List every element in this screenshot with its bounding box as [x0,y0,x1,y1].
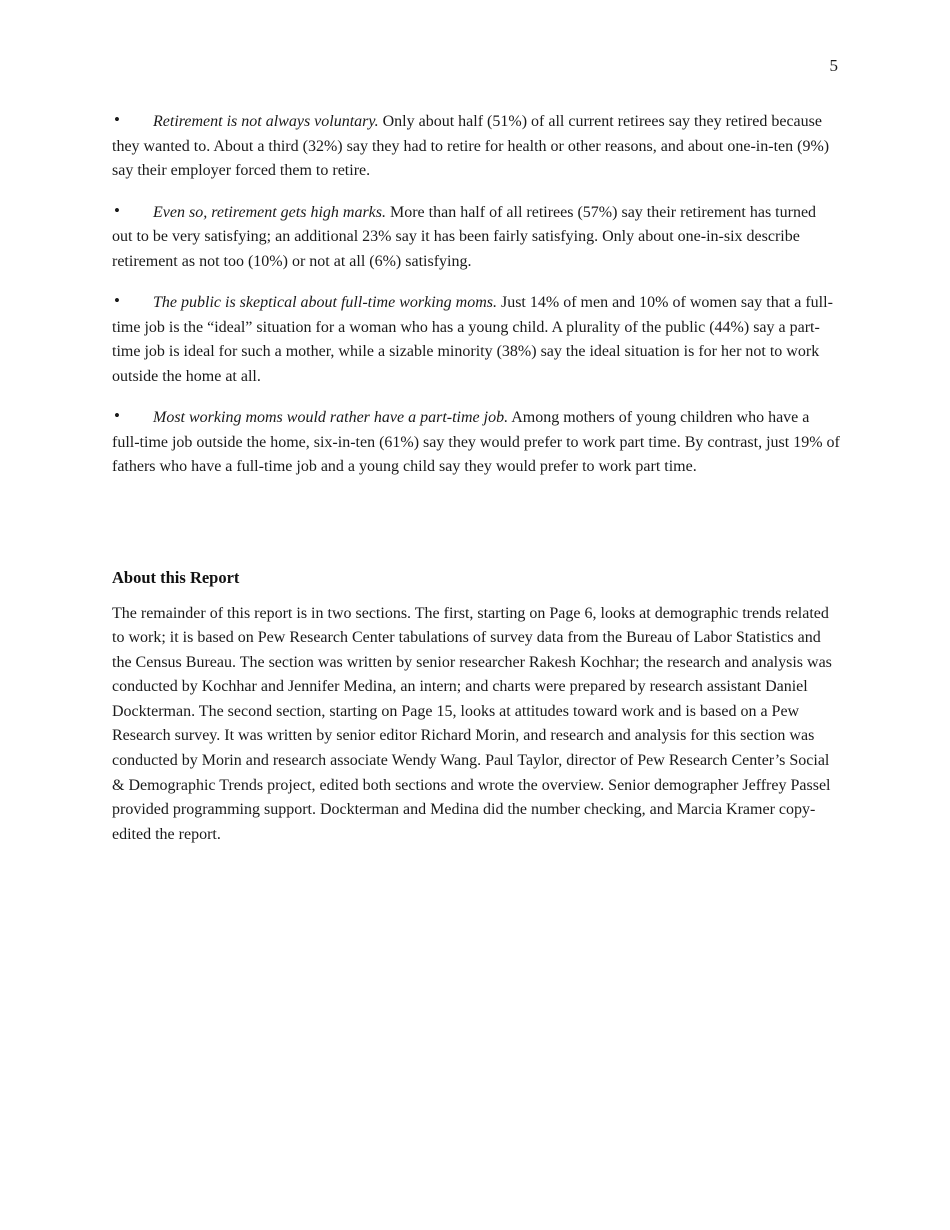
about-report-paragraph: The remainder of this report is in two sections. The first, starting on Page 6, looks at demographic trends related to work; it is based on Pew Research Center tabulations of survey data from the Bureau of Labor Statistics and the Census Bureau. The section was written by senior researcher Rakesh Kochhar; the research and analysis was conducted by Kochhar and Jennifer Medina, an intern; and charts were prepared by research assistant Daniel Dockterman. The second section, starting on Page 15, looks at attitudes toward work and is based on a Pew Research survey. It was written by senior editor Richard Morin, and research and analysis for this section was conducted by Morin and research associate Wendy Wang. Paul Taylor, director of Pew Research Center’s Social & Demographic Trends project, edited both sections and wrote the overview. Senior demographer Jeffrey Passel provided programming support. Dockterman and Medina did the number checking, and Marcia Kramer copy-edited the report. [112,604,832,843]
bullet-lead: Most working moms would rather have a part-time job. [153,409,509,426]
bullet-lead: Even so, retirement gets high marks. [153,203,386,221]
bullet-text: Among mothers of young children who have a full-time job outside the home, six-in-ten (61%) say they would prefer to work part time. By contrast, just 19% of fathers who have a full-time job and a young child say they would prefer to work part time. [112,409,840,475]
bullet-icon: • [114,110,120,129]
bullet-icon: • [114,406,120,425]
bullet-item-moms-part-time [112,406,840,480]
section-heading-about-this-report: About this Report [112,567,240,587]
bullet-icon: • [114,200,120,220]
bullet-text: Only about half (51%) of all current retirees say they retired because they wanted to. About a third (32%) say they had to retire for health or other reasons, and about one-in-ten (9%) say their employer forced them to retire. [112,113,830,179]
bullet-text: Just 14% of men and 10% of women say that a full-time job is the “ideal” situation for a woman who has a young child. A plurality of the public (44%) say a part-time job is ideal for such a mother, while a sizable minority (38%) say the ideal situation is for her not to work outside the home at all. [112,294,833,385]
document-content [112,110,840,847]
bullet-text: More than half of all retirees (57%) say their retirement has turned out to be very satisfying; an additional 23% say it has been fairly satisfying. Only about one-in-six describe retirement as not too (10%) or not at all (6%) satisfying. [112,203,817,270]
bullet-item-working-moms-skeptical [112,291,840,389]
bullet-icon: • [114,291,120,310]
bullet-item-retirement-voluntary [112,110,840,184]
bullet-lead: The public is skeptical about full-time working moms. [153,294,497,311]
bullet-item-retirement-marks [112,201,840,275]
page-number: 5 [829,56,838,75]
bullet-lead: Retirement is not always voluntary. [153,113,379,130]
